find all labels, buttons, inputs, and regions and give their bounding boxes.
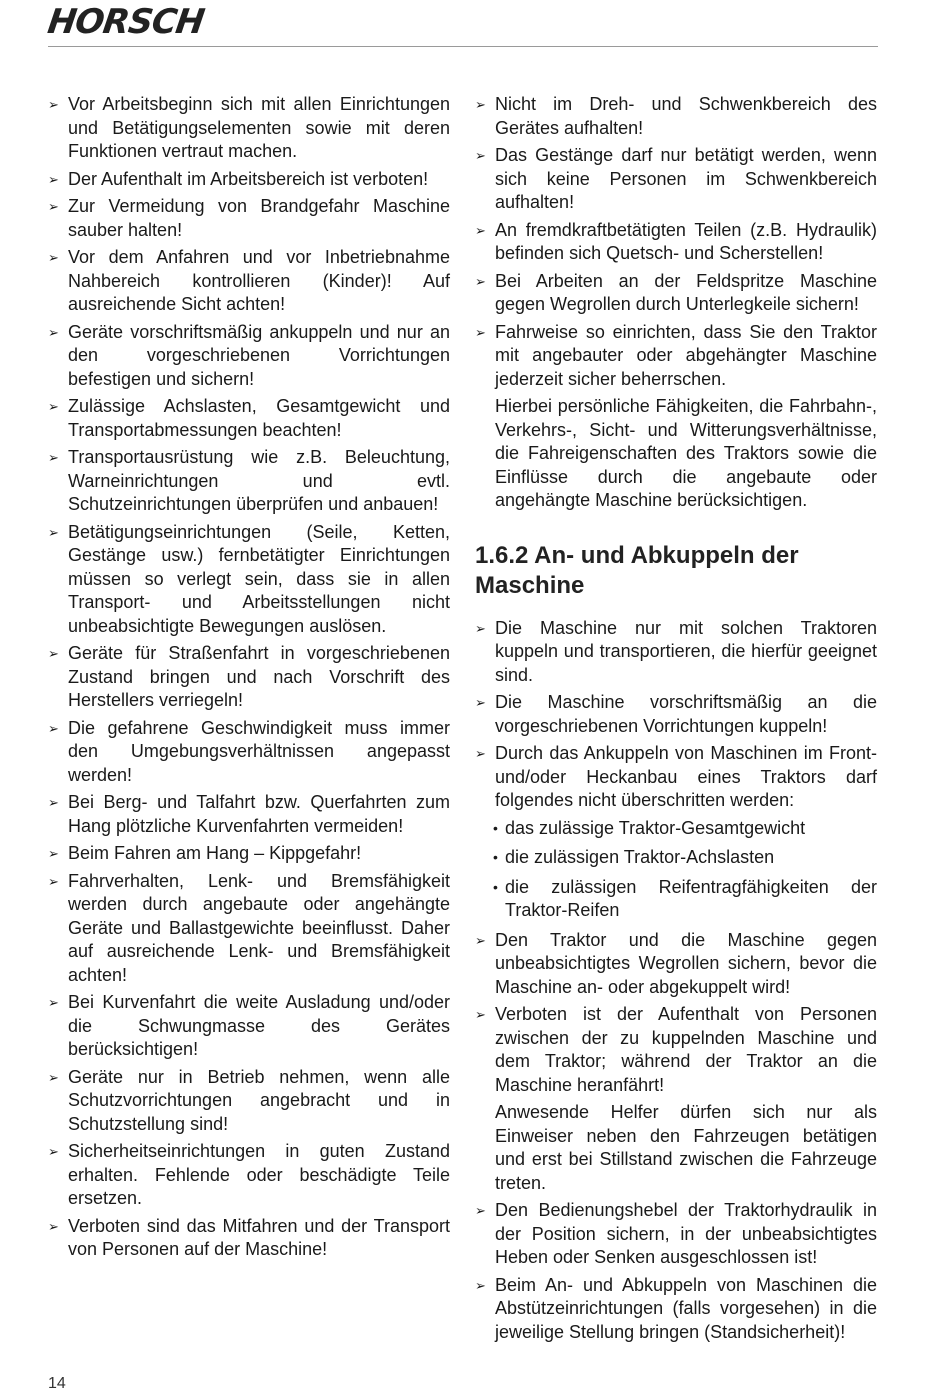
list-item-text: Das Gestänge darf nur betätigt werden, wenn sich keine Personen im Schwenkbereich aufhalten! (495, 145, 877, 212)
paragraph: Anwesende Helfer dürfen sich nur als Einweiser neben den Fahrzeugen betätigen und erst bei Stillstand zwischen die Fahrzeuge treten. (495, 1102, 877, 1193)
list-item (475, 270, 877, 317)
arrowhead-icon: ➢ (48, 524, 59, 540)
dot-icon: • (493, 878, 498, 895)
list-item-text: Transportausrüstung wie z.B. Beleuchtung, Warneinrichtungen und evtl. Schutzeinrichtungen überprüfen und anbauen! (68, 447, 450, 514)
arrowhead-icon: ➢ (48, 97, 59, 112)
list-item (475, 691, 877, 738)
list-item (48, 1140, 450, 1211)
arrowhead-icon: ➢ (48, 199, 59, 214)
arrowhead-icon: ➢ (475, 932, 486, 948)
list-item (475, 144, 877, 215)
arrowhead-icon: ➢ (48, 450, 59, 465)
paragraph: Hierbei persönliche Fähigkeiten, die Fahrbahn-, Verkehrs-, Sicht- und Witterungsverhältnisse, die Fahreigenschaften des Traktors sowie die Einflüsse durch die angebaute oder angehängte Maschine berücksichtigen. (495, 396, 877, 510)
arrowhead-icon: ➢ (48, 873, 59, 889)
list-item-text: Verboten ist der Aufenthalt von Personen zwischen der zu kuppelnden Maschine und dem Traktor; während der Traktor an die Maschine heranfährt! (495, 1004, 877, 1095)
arrowhead-icon: ➢ (475, 222, 486, 238)
page-number: 14 (48, 1375, 66, 1392)
list-item-text: Die gefahrene Geschwindigkeit muss immer den Umgebungsverhältnissen angepasst werden! (68, 717, 450, 785)
arrowhead-icon: ➢ (48, 720, 59, 736)
arrowhead-icon: ➢ (475, 620, 486, 636)
list-item-text: Verboten sind das Mitfahren und der Transport von Personen auf der Maschine! (68, 1215, 450, 1259)
sub-list-item (475, 817, 877, 841)
list-item-text: Sicherheitseinrichtungen in guten Zustand erhalten. Fehlende oder beschädigte Teile ersetzen. (68, 1141, 450, 1208)
arrowhead-icon: ➢ (48, 1144, 59, 1159)
list-item-text: Zulässige Achslasten, Gesamtgewicht und Transportabmessungen beachten! (68, 396, 450, 440)
arrowhead-icon: ➢ (475, 273, 486, 289)
list-item (475, 1199, 877, 1270)
list-item-text: Geräte für Straßenfahrt in vorgeschriebenen Zustand bringen und nach Vorschrift des Herstellers verriegeln! (68, 643, 450, 710)
header-divider (48, 46, 878, 47)
list-item (48, 395, 450, 442)
list-item-text: An fremdkraftbetätigten Teilen (z.B. Hydraulik) befinden sich Quetsch- und Scherstellen! (495, 219, 877, 263)
list-item-text: Vor dem Anfahren und vor Inbetriebnahme Nahbereich kontrollieren (Kinder)! Auf ausreichende Sicht achten! (68, 247, 450, 314)
list-item-text: Beim Fahren am Hang – Kippgefahr! (68, 843, 362, 863)
list-item-text: Den Traktor und die Maschine gegen unbeabsichtigtes Wegrollen sichern, bevor die Maschine an- oder abgekuppelt wird! (495, 929, 877, 997)
list-item (475, 929, 877, 1000)
arrowhead-icon: ➢ (475, 148, 486, 163)
section-heading: 1.6.2 An- und Abkuppeln der Maschine (475, 541, 799, 599)
arrowhead-icon: ➢ (475, 695, 486, 710)
arrowhead-icon: ➢ (48, 171, 59, 187)
list-item-text: Nicht im Dreh- und Schwenkbereich des Gerätes aufhalten! (495, 94, 877, 138)
arrowhead-icon: ➢ (475, 324, 486, 340)
arrowhead-icon: ➢ (475, 746, 486, 761)
list-item-text: Beim An- und Abkuppeln von Maschinen die Abstützeinrichtungen (falls vorgesehen) in die jeweilige Stellung bringen (Standsicherheit)! (495, 1274, 877, 1342)
list-item (475, 93, 877, 140)
sub-list-item (475, 846, 877, 870)
list-item-text: Den Bedienungshebel der Traktorhydraulik in der Position sichern, in der unbeabsichtigtes Heben oder Senken ausgeschlossen ist! (495, 1200, 877, 1267)
list-item (48, 1215, 450, 1262)
sub-list-item-text: das zulässige Traktor-Gesamtgewicht (505, 817, 806, 838)
list-item-text: Geräte nur in Betrieb nehmen, wenn alle Schutzvorrichtungen angebracht und in Schutzstellung sind! (68, 1066, 450, 1134)
list-item (48, 93, 450, 164)
arrowhead-icon: ➢ (48, 646, 59, 661)
arrowhead-icon: ➢ (48, 250, 59, 265)
arrowhead-icon: ➢ (48, 1218, 59, 1234)
sub-list-item-text: die zulässigen Traktor-Achslasten (505, 847, 775, 867)
list-item-text: Durch das Ankuppeln von Maschinen im Front- und/oder Heckanbau eines Traktors darf folgendes nicht überschritten werden: (495, 743, 877, 810)
list-item (48, 642, 450, 713)
list-item-text: Zur Vermeidung von Brandgefahr Maschine sauber halten! (68, 196, 450, 240)
list-item-text: Die Maschine vorschriftsmäßig an die vorgeschriebenen Vorrichtungen kuppeln! (495, 692, 877, 736)
dot-icon: • (493, 849, 498, 865)
arrowhead-icon: ➢ (475, 97, 486, 112)
list-item-text: Bei Arbeiten an der Feldspritze Maschine gegen Wegrollen durch Unterlegkeile sichern! (495, 270, 877, 314)
list-item-text: Geräte vorschriftsmäßig ankuppeln und nur an den vorgeschriebenen Vorrichtungen befestigen und sichern! (68, 321, 450, 389)
sub-list-item-text: die zulässigen Reifentragfähigkeiten der Traktor-Reifen (505, 876, 877, 920)
list-item (48, 870, 450, 988)
list-item-text: Der Aufenthalt im Arbeitsbereich ist verboten! (68, 168, 429, 189)
list-item (475, 617, 877, 688)
list-item (48, 446, 450, 517)
list-item-text: Vor Arbeitsbeginn sich mit allen Einrichtungen und Betätigungselementen sowie mit deren Funktionen vertraut machen. (68, 94, 450, 161)
arrowhead-icon: ➢ (475, 1277, 486, 1293)
list-item (48, 1066, 450, 1137)
list-item (475, 1003, 877, 1097)
list-item (48, 246, 450, 317)
arrowhead-icon: ➢ (48, 846, 59, 861)
list-item-text: Fahrverhalten, Lenk- und Bremsfähigkeit werden durch angebaute oder angehängte Geräte und Ballastgewichte beeinflusst. Daher auf ausreichende Lenk- und Bremsfähigkeit achten! (68, 870, 450, 985)
sub-list-item (475, 876, 877, 923)
list-item (48, 521, 450, 639)
arrowhead-icon: ➢ (48, 995, 59, 1010)
dot-icon: • (493, 819, 498, 836)
arrowhead-icon: ➢ (475, 1203, 486, 1218)
arrowhead-icon: ➢ (48, 324, 59, 340)
list-item (475, 742, 877, 813)
left-column (48, 93, 450, 1266)
list-item (48, 791, 450, 838)
list-item (48, 991, 450, 1062)
list-item-text: Betätigungseinrichtungen (Seile, Ketten, Gestänge usw.) fernbetätigter Einrichtungen müssen so verlegt sein, dass sie in allen Transport- und Arbeitsstellungen nicht unbeabsichtigte Bewegungen auslösen. (68, 521, 450, 636)
list-item (48, 195, 450, 242)
horsch-logo: HORSCH (45, 2, 207, 42)
list-item-text: Die Maschine nur mit solchen Traktoren kuppeln und transportieren, die hierfür geeignet sind. (495, 617, 877, 685)
list-item-text: Bei Berg- und Talfahrt bzw. Querfahrten zum Hang plötzliche Kurvenfahrten vermeiden! (68, 792, 450, 836)
list-item (475, 1274, 877, 1345)
list-item (48, 717, 450, 788)
arrowhead-icon: ➢ (48, 1069, 59, 1085)
arrowhead-icon: ➢ (48, 399, 59, 414)
arrowhead-icon: ➢ (475, 1007, 486, 1022)
list-item (475, 219, 877, 266)
right-column (475, 93, 877, 1348)
list-item (48, 842, 450, 866)
list-item (475, 321, 877, 392)
list-item (48, 168, 450, 192)
list-item-text: Bei Kurvenfahrt die weite Ausladung und/oder die Schwungmasse des Gerätes berücksichtigen! (68, 992, 450, 1059)
list-item (48, 321, 450, 392)
list-item-text: Fahrweise so einrichten, dass Sie den Traktor mit angebauter oder abgehängter Maschine jederzeit sicher beherrschen. (495, 321, 877, 389)
arrowhead-icon: ➢ (48, 795, 59, 810)
